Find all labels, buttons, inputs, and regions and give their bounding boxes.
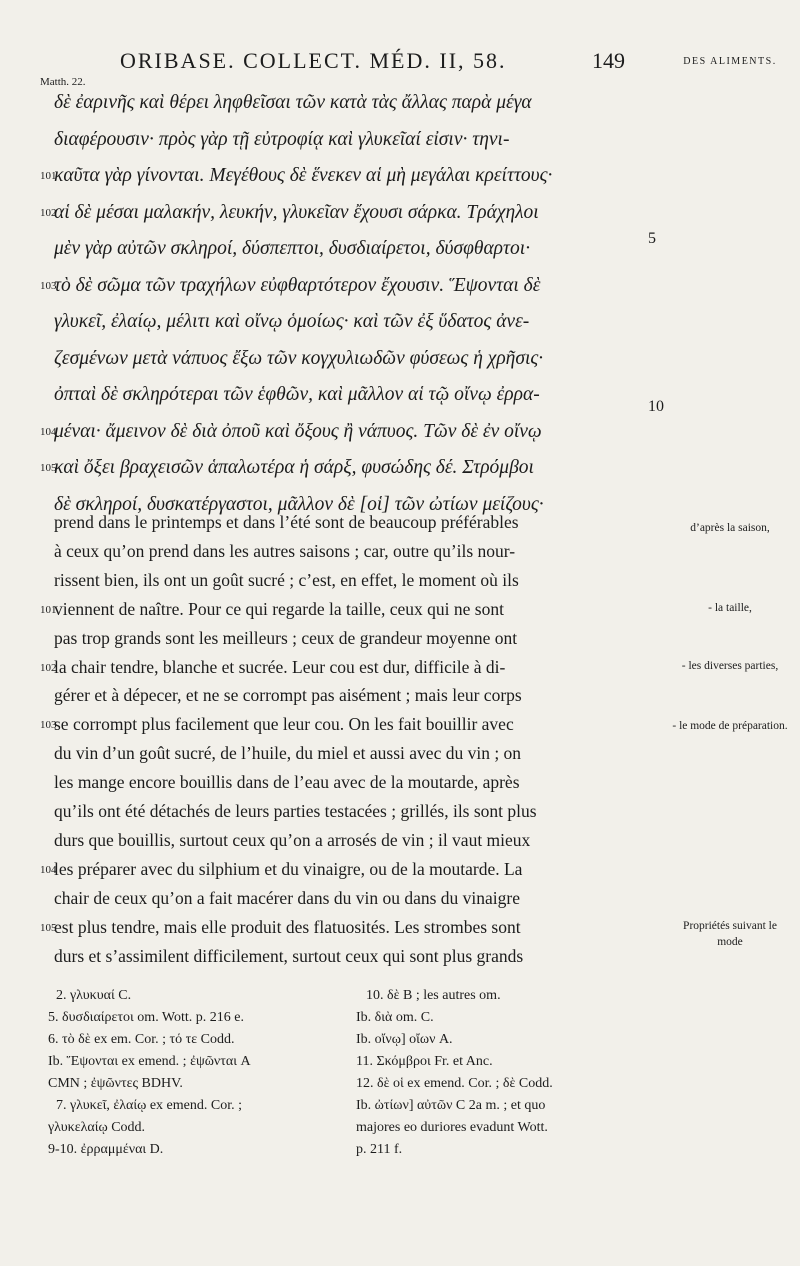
margin-note: Propriétés suivant le mode: [683, 920, 777, 948]
french-line: [40, 714, 640, 735]
french-line: [40, 685, 640, 706]
running-header: ORIBASE. COLLECT. MÉD. II, 58.: [120, 48, 507, 73]
footnote-line: 7. γλυκεῖ, ἐλαίῳ ex emend. Cor. ;: [56, 1098, 242, 1113]
french-line: [40, 657, 640, 678]
line-text: à ceux qu’on prend dans les autres saisons ; car, outre qu’ils nour-: [54, 540, 516, 561]
line-text: καὶ ὄξει βραχεισῶν ἁπαλωτέρα ἡ σάρξ, φυσώδης δέ. Στρόμβοι: [54, 457, 534, 478]
footnote-line: 6. τὸ δὲ ex em. Cor. ; τό τε Codd.: [48, 1032, 235, 1047]
line-text: ζεσμένων μετὰ νάπυος ἔξω τῶν κογχυλιωδῶν φύσεως ἡ χρῆσις·: [54, 347, 544, 369]
greek-line: [40, 421, 640, 443]
greek-line: [40, 275, 640, 297]
line-text: rissent bien, ils ont un goût sucré ; c’est, en effet, le moment où ils: [54, 569, 519, 590]
line-number: 105: [40, 462, 57, 474]
line-number: 104: [40, 863, 57, 876]
line-number: 103: [40, 719, 57, 732]
footnote-line: 10. δὲ B ; les autres om.: [366, 988, 501, 1003]
greek-line: [40, 457, 640, 479]
line-text: chair de ceux qu’on a fait macérer dans du vin ou dans du vinaigre: [54, 887, 521, 908]
greek-line: [40, 311, 640, 333]
line-text: viennent de naître. Pour ce qui regarde la taille, ceux qui ne sont: [54, 598, 504, 619]
margin-note: d’après la saison,: [690, 522, 770, 534]
line-text: se corrompt plus facilement que leur cou. On les fait bouillir avec: [54, 714, 514, 735]
line-text: du vin d’un goût sucré, de l’huile, du miel et aussi avec du vin ; on: [54, 743, 522, 764]
footnote-line: γλυκελαίῳ Codd.: [48, 1120, 146, 1135]
footnote-line: Ib. διὰ om. C.: [356, 1010, 434, 1025]
line-number: 102: [40, 206, 57, 219]
footnote-line: 9-10. ἐρραμμέναι D.: [48, 1142, 164, 1157]
side-heading: DES ALIMENTS.: [683, 56, 777, 67]
margin-note: - le mode de préparation.: [672, 720, 788, 732]
line-text: μέναι· ἄμεινον δὲ διὰ ὀποῦ καὶ ὄξους ἢ νάπυος. Τῶν δὲ ἐν οἴνῳ: [54, 420, 542, 442]
margin-note: - les diverses parties,: [681, 660, 779, 672]
french-line: [40, 830, 640, 851]
line-text: gérer et à dépecer, et ne se corrompt pas aisément ; mais leur corps: [54, 685, 522, 706]
line-number: 102: [40, 661, 57, 674]
line-text: la chair tendre, blanche et sucrée. Leur cou est dur, difficile à di-: [54, 656, 506, 677]
footnote-line: 12. δὲ οἱ ex emend. Cor. ; δὲ Codd.: [356, 1076, 553, 1091]
footnote-line: p. 211 f.: [356, 1142, 403, 1157]
page-number: 149: [592, 48, 625, 73]
line-text: καῦτα γὰρ γίνονται. Μεγέθους δὲ ἕνεκεν αἱ μὴ μεγάλαι κρείττους·: [54, 165, 553, 186]
footnote-line: 11. Σκόμβροι Fr. et Anc.: [356, 1054, 493, 1069]
line-text: les préparer avec du silphium et du vinaigre, ou de la moutarde. La: [54, 858, 523, 879]
french-line: [40, 859, 640, 880]
verse-number: 10: [648, 398, 664, 415]
line-text: prend dans le printemps et dans l’été sont de beaucoup préférables: [54, 512, 519, 532]
line-text: αἱ δὲ μέσαι μαλακήν, λευκήν, γλυκεῖαν ἔχουσι σάρκα. Τράχηλοι: [54, 201, 539, 223]
french-line: [40, 599, 640, 620]
french-line: [40, 917, 640, 938]
greek-line: [40, 165, 640, 187]
line-number: 105: [40, 921, 57, 934]
line-number: 101: [40, 603, 57, 616]
line-text: γλυκεῖ, ἐλαίῳ, μέλιτι καὶ οἴνῳ ὁμοίως· καὶ τῶν ἐξ ὕδατος ἀνε-: [54, 311, 530, 332]
french-line: [40, 772, 640, 793]
french-line: [40, 541, 640, 562]
footnote-line: CMN ; ἐψῶντες BDHV.: [48, 1076, 183, 1091]
french-line: [40, 512, 640, 533]
line-text: ὀπταὶ δὲ σκληρότεραι τῶν ἑφθῶν, καὶ μᾶλλον αἱ τῷ οἴνῳ ἐρρα-: [54, 384, 540, 405]
line-number: 101: [40, 170, 57, 182]
greek-line: [40, 202, 640, 224]
greek-line: [40, 384, 640, 406]
line-text: δὲ ἐαρινῆς καὶ θέρει ληφθεῖσαι τῶν κατὰ τὰς ἄλλας παρὰ μέγα: [54, 92, 532, 113]
footnote-line: Ib. Ἕψονται ex emend. ; ἐψῶνται A: [48, 1054, 251, 1069]
greek-line: [40, 348, 640, 370]
line-number: 103: [40, 279, 57, 292]
french-line: [40, 801, 640, 822]
french-line: [40, 628, 640, 649]
footnote-line: majores eo duriores evadunt Wott.: [356, 1120, 548, 1135]
footnote-line: 5. δυσδιαίρετοι om. Wott. p. 216 e.: [48, 1010, 245, 1025]
line-number: 104: [40, 425, 57, 438]
line-text: les mange encore bouillis dans de l’eau avec de la moutarde, après: [54, 772, 520, 793]
line-text: est plus tendre, mais elle produit des flatuosités. Les strombes sont: [54, 916, 521, 937]
footnote-line: Ib. οἴνῳ] οἴων A.: [356, 1032, 453, 1047]
margin-note: - la taille,: [708, 602, 752, 614]
line-text: durs et s’assimilent difficilement, surtout ceux qui sont plus grands: [54, 945, 524, 966]
french-line: [40, 570, 640, 591]
greek-line: [40, 238, 640, 260]
french-line: [40, 743, 640, 764]
footnote-line: Ib. ὠτίων] αὐτῶν C 2a m. ; et quo: [356, 1098, 546, 1113]
line-text: pas trop grands sont les meilleurs ; ceux de grandeur moyenne ont: [54, 627, 518, 648]
line-text: δὲ σκληροί, δυσκατέργαστοι, μᾶλλον δὲ [οἱ] τῶν ὠτίων μείζους·: [54, 493, 544, 515]
line-text: διαφέρουσιν· πρὸς γὰρ τῇ εὐτροφίᾳ καὶ γλυκεῖαί εἰσιν· τηνι-: [54, 128, 510, 150]
footnote-line: 2. γλυκυαί C.: [56, 988, 132, 1003]
french-line: [40, 888, 640, 909]
verse-number: 5: [648, 230, 656, 247]
line-text: μὲν γὰρ αὐτῶν σκληροί, δύσπεπτοι, δυσδιαίρετοι, δύσφθαρτοι·: [54, 238, 531, 259]
line-text: τὸ δὲ σῶμα τῶν τραχήλων εὐφθαρτότερον ἔχουσιν. Ἕψονται δὲ: [54, 274, 541, 296]
line-text: qu’ils ont été détachés de leurs parties testacées ; grillés, ils sont plus: [54, 801, 537, 821]
greek-line: [40, 129, 640, 151]
greek-line: [40, 92, 640, 114]
reference-mark: Matth. 22.: [40, 76, 86, 88]
line-text: durs que bouillis, surtout ceux qu’on a arrosés de vin ; il vaut mieux: [54, 829, 531, 850]
french-line: [40, 946, 640, 967]
